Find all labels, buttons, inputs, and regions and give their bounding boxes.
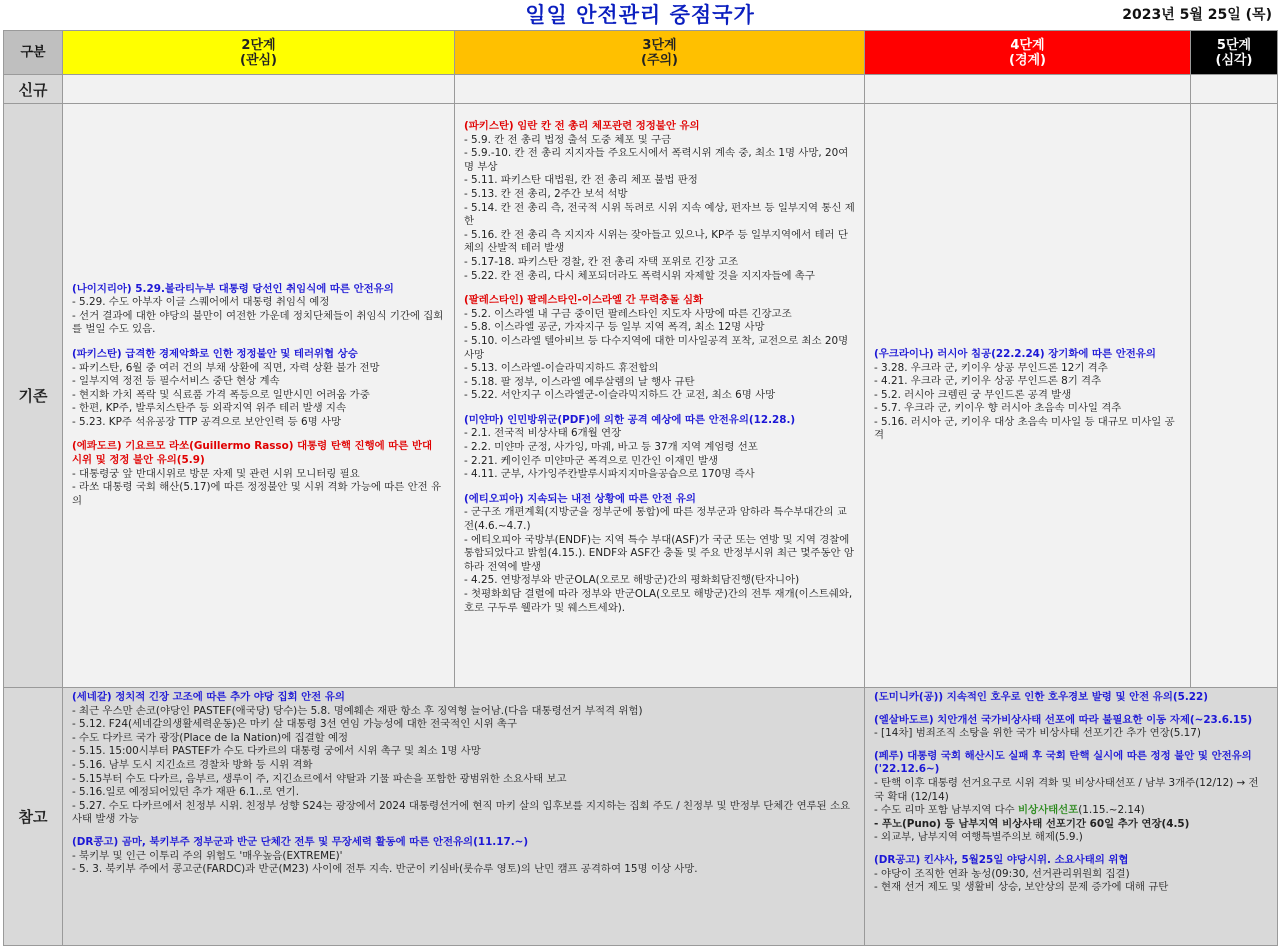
issue-item: - 5.15. 15:00시부터 PASTEF가 수도 다카르의 대통령 궁에서 시위 촉구 및 최소 1명 사망 bbox=[72, 745, 481, 758]
reference-left-content bbox=[63, 688, 864, 888]
row-label-existing: 기존 bbox=[4, 104, 63, 688]
issue-item: - 일부지역 정전 등 필수서비스 중단 현상 계속 bbox=[72, 375, 280, 388]
issue-block bbox=[874, 348, 1181, 443]
issue-block bbox=[874, 750, 1268, 845]
issue-item: - 4.11. 군부, 사가잉주칸발루시파지지마을공습으로 170명 즉사 bbox=[464, 468, 755, 481]
issue-heading: (에콰도르) 기요르모 라쏘(Guillermo Rasso) 대통령 탄핵 진행에 따른 반대 시위 및 정정 불안 유의(5.9) bbox=[72, 440, 433, 467]
issue-heading: (파키스탄) 급격한 경제악화로 인한 정정불안 및 테러위협 상승 bbox=[72, 347, 358, 360]
issue-block bbox=[464, 414, 855, 482]
issue-item: - 최근 우스만 손코(야당인 PASTEF(애국당) 당수)는 5.8. 명예훼손 재판 항소 후 징역형 늘어남.(다음 대통령선거 부적격 위험) bbox=[72, 704, 643, 717]
header-level-4 bbox=[865, 31, 1191, 75]
new-level-5 bbox=[1191, 75, 1278, 104]
new-level-3 bbox=[455, 75, 865, 104]
header-level-3-name: 3단계 bbox=[642, 37, 677, 53]
issue-heading: (도미니카(공)) 지속적인 호우로 인한 호우경보 발령 및 안전 유의(5.22) bbox=[874, 691, 1209, 703]
existing-level-3 bbox=[455, 104, 865, 688]
header-level-2-sub: (관심) bbox=[240, 52, 277, 68]
safety-table bbox=[3, 30, 1278, 946]
issue-item: - 5.22. 칸 전 총리, 다시 체포되더라도 폭력시위 자제할 것을 지지자들에 촉구 bbox=[464, 269, 815, 282]
issue-item: - 북키부 및 인근 이투리 주의 위험도 '매우높음(EXTREME)' bbox=[72, 849, 343, 862]
header-level-4-name: 4단계 bbox=[1010, 37, 1045, 53]
existing-row bbox=[4, 104, 1278, 688]
existing-level-5 bbox=[1191, 104, 1278, 688]
issue-heading: (에티오피아) 지속되는 내전 상황에 따른 안전 유의 bbox=[464, 492, 696, 505]
issue-item: - 탄핵 이후 대통령 선거요구로 시위 격화 및 비상사태선포 / 남부 3개주(12/12) → 전국 확대 (12/14) bbox=[874, 776, 1259, 803]
reference-right bbox=[865, 688, 1278, 946]
issue-item: - 5.16.일로 예정되어있던 추가 재판 6.1..로 연기. bbox=[72, 786, 299, 799]
issue-item: - 2.1. 전국적 비상사태 6개월 연장 bbox=[464, 427, 622, 440]
header-level-5 bbox=[1191, 31, 1278, 75]
issue-item: - 에티오피아 국방부(ENDF)는 지역 특수 부대(ASF)가 국군 또는 연방 및 지역 경찰에 통합되었다고 밝힘(4.15.). ENDF와 ASF간 충돌 및 주요 반정부시위 최근 몇주동안 암하라 전역에 발생 bbox=[464, 533, 854, 573]
existing-level-4 bbox=[865, 104, 1191, 688]
issue-item: - 5.9. 칸 전 총리 법정 출석 도중 체포 및 구금 bbox=[464, 133, 672, 146]
issue-item: - [14차] 범죄조직 소탕을 위한 국가 비상사태 선포기간 추가 연장(5.17) bbox=[874, 727, 1201, 740]
issue-block bbox=[72, 836, 855, 877]
issue-item: - 5.10. 이스라엘 텔아비브 등 다수지역에 대한 미사일공격 포착, 교전으로 최소 20명 사망 bbox=[464, 334, 849, 361]
header-level-4-sub: (경계) bbox=[1009, 52, 1046, 68]
header-level-5-sub: (심각) bbox=[1215, 52, 1253, 68]
issue-item: - 5.23. KP주 석유공장 TTP 공격으로 보안인력 등 6명 사망 bbox=[72, 415, 342, 428]
peru-item-highlight: 비상사태선포 bbox=[1018, 804, 1079, 817]
issue-block bbox=[874, 714, 1268, 741]
header-gubun: 구분 bbox=[4, 31, 63, 75]
peru-item-suffix: (1.15.~2.14) bbox=[1078, 804, 1145, 817]
issue-item: - 5.9.-10. 칸 전 총리 지지자들 주요도시에서 폭력시위 계속 중, 최소 1명 사망, 20여명 부상 bbox=[464, 147, 849, 173]
issue-item: - 5.14. 칸 전 총리 측, 전국적 시위 독려로 시위 지속 예상, 펀자브 등 일부지역 통신 제한 bbox=[464, 201, 855, 228]
issue-item: - 대통령궁 앞 반대시위로 방문 자제 및 관련 시위 모니터링 필요 bbox=[72, 467, 360, 480]
issue-item: - 외교부, 남부지역 여행특별주의보 해제(5.9.) bbox=[874, 831, 1083, 844]
issue-item: - 5.13. 이스라엘-이슬라믹지하드 휴전합의 bbox=[464, 362, 659, 375]
report-date: 2023년 5월 25일 (목) bbox=[1122, 7, 1272, 23]
issue-block bbox=[874, 854, 1268, 895]
issue-item: - 4.21. 우크라 군, 키이우 상공 무인드론 8기 격추 bbox=[874, 375, 1102, 388]
issue-item: - 5.15부터 수도 다카르, 음부르, 생루이 주, 지긴쇼르에서 약탈과 기물 파손을 포함한 광범위한 소요사태 보고 bbox=[72, 772, 567, 785]
issue-heading: (세네갈) 정치적 긴장 고조에 따른 추가 야당 집회 안전 유의 bbox=[72, 691, 345, 703]
issue-heading: (페루) 대통령 국회 해산시도 실패 후 국회 탄핵 실시에 따른 정정 불안 및 안전유의('22.12.6~) bbox=[874, 749, 1252, 776]
reference-right-content bbox=[865, 688, 1277, 906]
reference-left bbox=[63, 688, 865, 946]
issue-item: - 수도 다카르 국가 광장(Place de la Nation)에 집결할 예정 bbox=[72, 731, 349, 744]
issue-heading: (파키스탄) 임란 칸 전 총리 체포관련 정정불안 유의 bbox=[464, 120, 700, 132]
issue-item: - 현재 선거 제도 및 생활비 상승, 보안상의 문제 증가에 대해 규탄 bbox=[874, 881, 1169, 894]
new-level-4 bbox=[865, 75, 1191, 104]
issue-item: - 한편, KP주, 발루치스탄주 등 외곽지역 위주 테러 발생 지속 bbox=[72, 402, 346, 415]
issue-item: - 5.16. 러시아 군, 키이우 대상 초음속 미사일 등 대규모 미사일 공격 bbox=[874, 415, 1175, 442]
header-level-2-name: 2단계 bbox=[241, 37, 276, 53]
issue-item: - 2.2. 미얀마 군정, 사가잉, 마궤, 바고 등 37개 지역 계엄령 선포 bbox=[464, 441, 758, 454]
issue-block bbox=[874, 691, 1268, 705]
issue-item: - 5.8. 이스라엘 공군, 가자지구 등 일부 지역 폭격, 최소 12명 사망 bbox=[464, 321, 765, 334]
new-level-2 bbox=[63, 75, 455, 104]
issue-item: - 5.18. 팔 정부, 이스라엘 예루살렘의 날 행사 규탄 bbox=[464, 375, 695, 388]
issue-item: - 파키스탄, 6월 중 여러 건의 부채 상환에 직면, 자력 상환 불가 전망 bbox=[72, 361, 380, 374]
issue-item: - 5.13. 칸 전 총리, 2주간 보석 석방 bbox=[464, 187, 628, 200]
issue-item: - 5.17-18. 파키스탄 경찰, 칸 전 총리 자택 포위로 긴장 고조 bbox=[464, 255, 739, 268]
header-level-2 bbox=[63, 31, 455, 75]
new-row bbox=[4, 75, 1278, 104]
header-level-3 bbox=[455, 31, 865, 75]
issue-block bbox=[72, 283, 445, 337]
issue-item: - 5.29. 수도 아부자 이글 스퀘어에서 대통령 취임식 예정 bbox=[72, 296, 330, 309]
issue-item: - 5.7. 우크라 군, 키이우 향 러시아 초음속 미사일 격추 bbox=[874, 402, 1122, 415]
issue-heading: (엘살바도르) 치안개선 국가비상사태 선포에 따라 불필요한 이동 자제(~23.6.15) bbox=[874, 713, 1253, 726]
issue-item: - 5.11. 파키스탄 대법원, 칸 전 총리 체포 불법 판정 bbox=[464, 174, 698, 187]
issue-item: - 2.21. 케이인주 미얀마군 폭격으로 민간인 이재민 발생 bbox=[464, 454, 719, 467]
peru-item-prefix: - 수도 리마 포함 남부지역 다수 bbox=[874, 804, 1019, 817]
existing-level-2-content bbox=[63, 281, 454, 511]
issue-item bbox=[874, 804, 1268, 818]
issue-item: - 4.25. 연방정부와 반군OLA(오로모 해방군)간의 평화회담진행(탄자니아) bbox=[464, 574, 800, 587]
issue-block bbox=[464, 294, 855, 403]
issue-item: - 5.16. 칸 전 총리 측 지지자 시위는 잦아들고 있으나, KP주 등 일부지역에서 테러 단체의 산발적 테러 발생 bbox=[464, 228, 848, 255]
row-label-new: 신규 bbox=[4, 75, 63, 104]
issue-item: - 5.27. 수도 다카르에서 친정부 시위. 친정부 성향 S24는 광장에서 2024 대통령선거에 현직 마키 살의 입후보를 지지하는 집회 주도 / 친정부 및 반정부 단체간 연루된 소요사태 발생 가능 bbox=[72, 799, 851, 826]
issue-heading: (DR공고) 킨샤사, 5월25일 야당시위. 소요사태의 위협 bbox=[874, 853, 1129, 866]
issue-block bbox=[72, 440, 445, 508]
issue-block bbox=[464, 120, 855, 283]
issue-item: - 3.28. 우크라 군, 키이우 상공 무인드론 12기 격추 bbox=[874, 361, 1108, 374]
issue-item: - 5.2. 러시아 크렘린 궁 무인드론 공격 발생 bbox=[874, 388, 1072, 401]
issue-block bbox=[464, 493, 855, 615]
issue-item: - 야당이 조직한 연좌 농성(09:30, 선거관리위원회 집결) bbox=[874, 867, 1130, 880]
issue-item: - 첫평화회담 결렬에 따라 정부와 반군OLA(오로모 해방군)간의 전투 재개(이스트쉐와, 호로 구두루 웰라가 및 웨스트세와). bbox=[464, 588, 853, 614]
issue-item: - 선거 결과에 대한 야당의 불만이 여전한 가운데 정치단체들이 취임식 기간에 집회를 벌일 수도 있음. bbox=[72, 309, 444, 336]
page-title: 일일 안전관리 중점국가 bbox=[525, 3, 755, 27]
issue-heading: (미얀마) 인민방위군(PDF)에 의한 공격 예상에 따른 안전유의(12.28.) bbox=[464, 413, 796, 426]
issue-heading: (나이지리아) 5.29.볼라티누부 대통령 당선인 취임식에 따른 안전유의 bbox=[72, 282, 394, 295]
issue-item: - 5.16. 남부 도시 지긴쇼르 경찰차 방화 등 시위 격화 bbox=[72, 758, 313, 771]
issue-item: - 푸노(Puno) 등 남부지역 비상사태 선포기간 60일 추가 연장(4.5) bbox=[874, 817, 1190, 830]
existing-level-4-content bbox=[865, 346, 1190, 445]
issue-item: - 라쏘 대통령 국회 해산(5.17)에 따른 정정불안 및 시위 격화 가능에 따른 안전 유의 bbox=[72, 481, 442, 507]
existing-level-3-content bbox=[455, 104, 864, 617]
issue-item: - 5. 3. 북키부 주에서 콩고군(FARDC)과 반군(M23) 사이에 전투 지속. 반군이 키심바(룻슈루 영토)의 난민 캠프 공격하여 15명 이상 사망. bbox=[72, 863, 698, 876]
issue-item: - 5.22. 서안지구 이스라엘군-이슬라믹지하드 간 교전, 최소 6명 사망 bbox=[464, 389, 776, 402]
header-level-5-name: 5단계 bbox=[1216, 37, 1252, 53]
issue-block bbox=[72, 348, 445, 430]
issue-item: - 5.12. F24(세네갈의생활세력운동)은 마키 살 대통령 3선 연임 가능성에 대한 전국적인 시위 촉구 bbox=[72, 718, 518, 731]
header-level-3-sub: (주의) bbox=[641, 52, 678, 68]
issue-heading: (우크라이나) 러시아 침공(22.2.24) 장기화에 따른 안전유의 bbox=[874, 347, 1156, 360]
reference-row bbox=[4, 688, 1278, 946]
row-label-reference: 참고 bbox=[4, 688, 63, 946]
issue-item: - 군구조 개편계획(지방군을 정부군에 통합)에 따른 정부군과 암하라 특수부대간의 교전(4.6.~4.7.) bbox=[464, 506, 847, 533]
existing-level-2 bbox=[63, 104, 455, 688]
issue-heading: (DR콩고) 곰마, 북키부주 정부군과 반군 단체간 전투 및 무장세력 활동에 따른 안전유의(11.17.~) bbox=[72, 835, 529, 848]
issue-item: - 현지화 가치 폭락 및 식료품 가격 폭등으로 일반시민 어려움 가중 bbox=[72, 388, 370, 401]
header-row bbox=[4, 31, 1278, 75]
issue-heading: (팔레스타인) 팔레스타인-이스라엘 간 무력충돌 심화 bbox=[464, 294, 704, 307]
issue-block bbox=[72, 691, 855, 827]
issue-item: - 5.2. 이스라엘 내 구금 중이던 팔레스타인 지도자 사망에 따른 긴장고조 bbox=[464, 307, 792, 320]
